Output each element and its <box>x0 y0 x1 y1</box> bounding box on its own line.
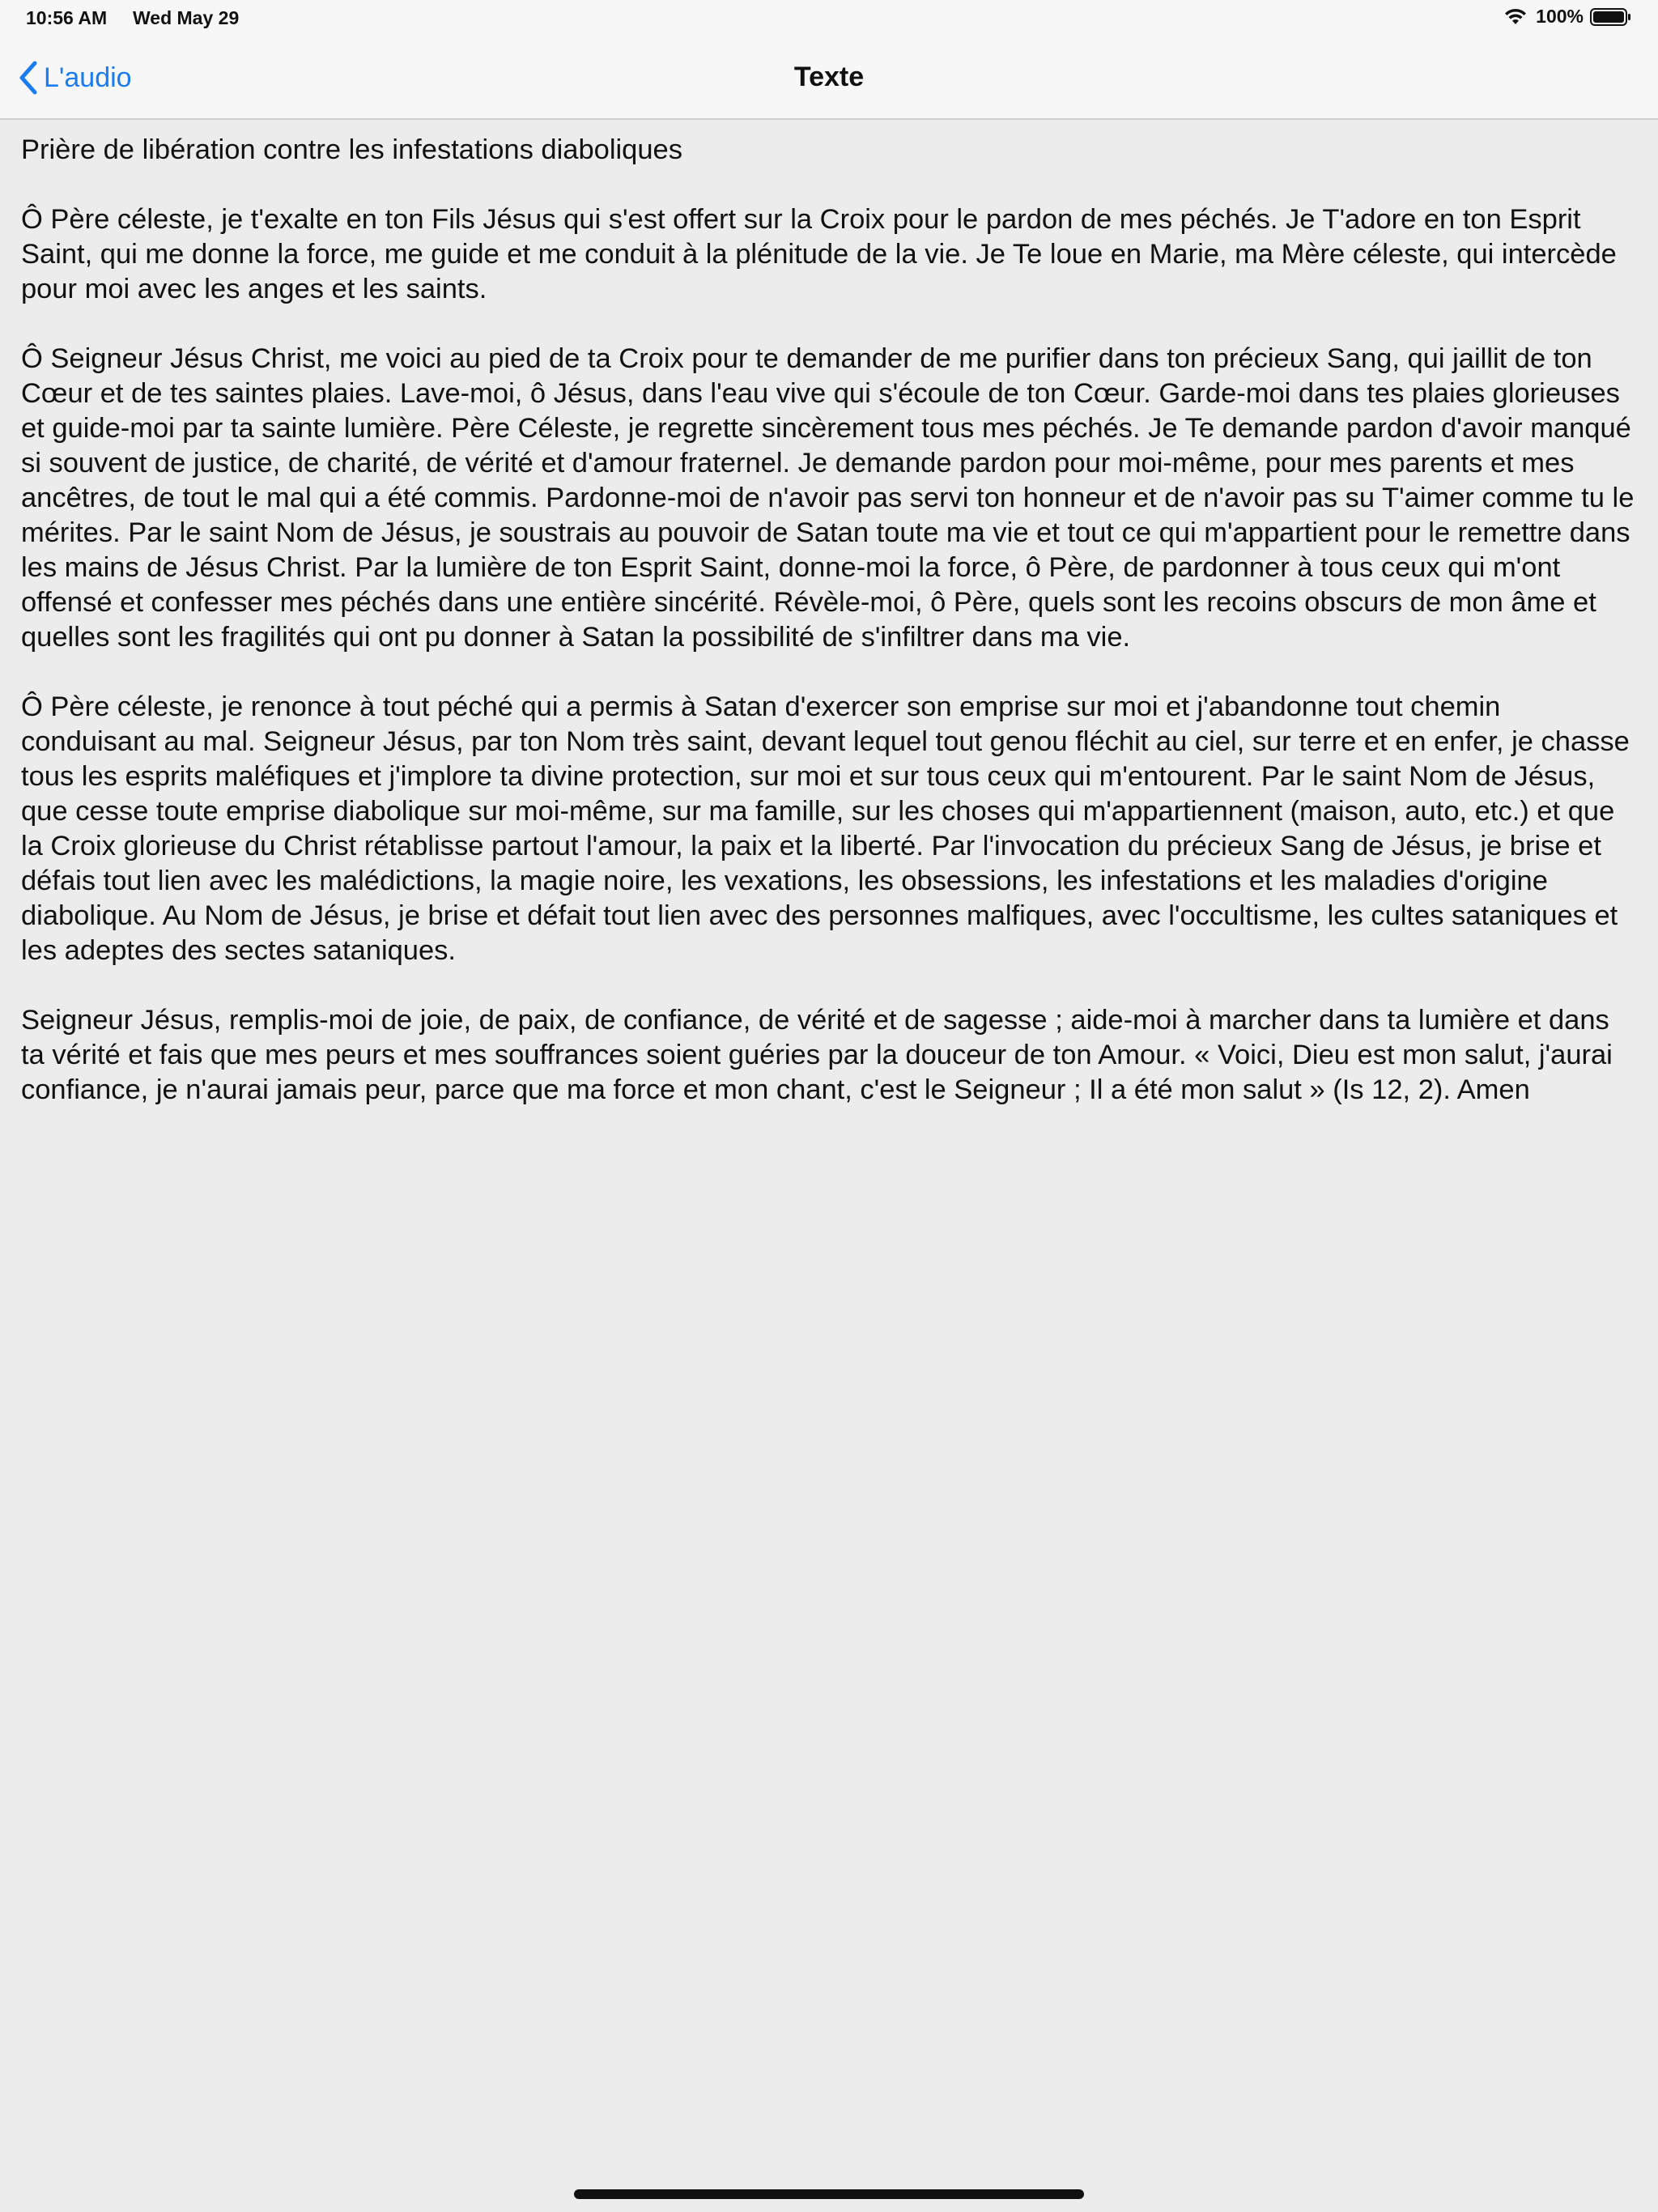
wifi-icon <box>1503 7 1528 27</box>
navigation-bar <box>0 37 1658 120</box>
back-button-label: L'audio <box>44 62 132 93</box>
status-indicators <box>1503 6 1632 28</box>
prayer-paragraph: Ô Père céleste, je t'exalte en ton Fils Jésus qui s'est offert sur la Croix pour le pardon de mes péchés. Je T'adore en ton Esprit Saint, qui me donne la force, me guide et me conduit à la plénitude de la vie. Je Te loue en Marie, ma Mère céleste, qui intercède pour moi avec les anges et les saints. <box>21 204 1617 304</box>
prayer-paragraph: Ô Père céleste, je renonce à tout péché qui a permis à Satan d'exercer son emprise sur moi et j'abandonne tout chemin conduisant au mal. Seigneur Jésus, par ton Nom très saint, devant lequel tout genou fléchit au ciel, sur terre et en enfer, je chasse tous les esprits maléfiques et j'implore ta divine protection, sur moi et sur tous ceux qui m'entourent. Par le saint Nom de Jésus, que cesse toute emprise diabolique sur moi-même, sur ma famille, sur les choses qui m'appartiennent (maison, auto, etc.) et que la Croix glorieuse du Christ rétablisse partout l'amour, la paix et la liberté. Par l'invocation du précieux Sang de Jésus, je brise et défais tout lien avec les malédictions, la magie noire, les vexations, les obsessions, les infestations et les maladies d'origine diabolique. Au Nom de Jésus, je brise et défait tout lien avec des personnes malfiques, avec l'occultisme, les cultes sataniques et les adeptes des sectes sataniques. <box>21 691 1630 966</box>
status-time: 10:56 AM <box>26 7 108 28</box>
battery-icon <box>1590 7 1632 27</box>
home-indicator[interactable] <box>574 2189 1084 2199</box>
status-bar <box>0 0 1658 37</box>
page-title: Texte <box>793 62 865 92</box>
prayer-paragraph: Seigneur Jésus, remplis-moi de joie, de paix, de confiance, de vérité et de sagesse ; aide-moi à marcher dans ta lumière et dans ta vérité et fais que mes peurs et mes souffrances soient guéries par la douceur de ton Amour. « Voici, Dieu est mon salut, j'aurai confiance, je n'aurai jamais peur, parce que ma force et mon chant, c'est le Seigneur ; Il a été mon salut » (Is 12, 2). Amen <box>21 1005 1613 1105</box>
status-date: Wed May 29 <box>133 7 240 28</box>
prayer-heading: Prière de libération contre les infestations diaboliques <box>21 134 682 165</box>
battery-percentage: 100% <box>1536 6 1584 27</box>
prayer-text-view[interactable] <box>21 133 1637 1142</box>
prayer-paragraph: Ô Seigneur Jésus Christ, me voici au pied de ta Croix pour te demander de me purifier dans ton précieux Sang, qui jaillit de ton Cœur et de tes saintes plaies. Lave-moi, ô Jésus, dans l'eau vive qui s'écoule de ton Cœur. Garde-moi dans tes plaies glorieuses et guide-moi par ta sainte lumière. Père Céleste, je regrette sincèrement tous mes péchés. Je Te demande pardon d'avoir manqué si souvent de justice, de charité, de vérité et d'amour fraternel. Je demande pardon pour moi-même, pour mes parents et mes ancêtres, de tout le mal qui a été commis. Pardonne-moi de n'avoir pas servi ton honneur et de n'avoir pas su T'aimer comme tu le mérites. Par le saint Nom de Jésus, je soustrais au pouvoir de Satan toute ma vie et tout ce qui m'appartient pour le remettre dans les mains de Jésus Christ. Par la lumière de ton Esprit Saint, donne-moi la force, ô Père, de pardonner à tous ceux qui m'ont offensé et confesser mes péchés dans une entière sincérité. Révèle-moi, ô Père, quels sont les recoins obscurs de mon âme et quelles sont les fragilités qui ont pu donner à Satan la possibilité de s'infiltrer dans ma vie. <box>21 343 1635 653</box>
